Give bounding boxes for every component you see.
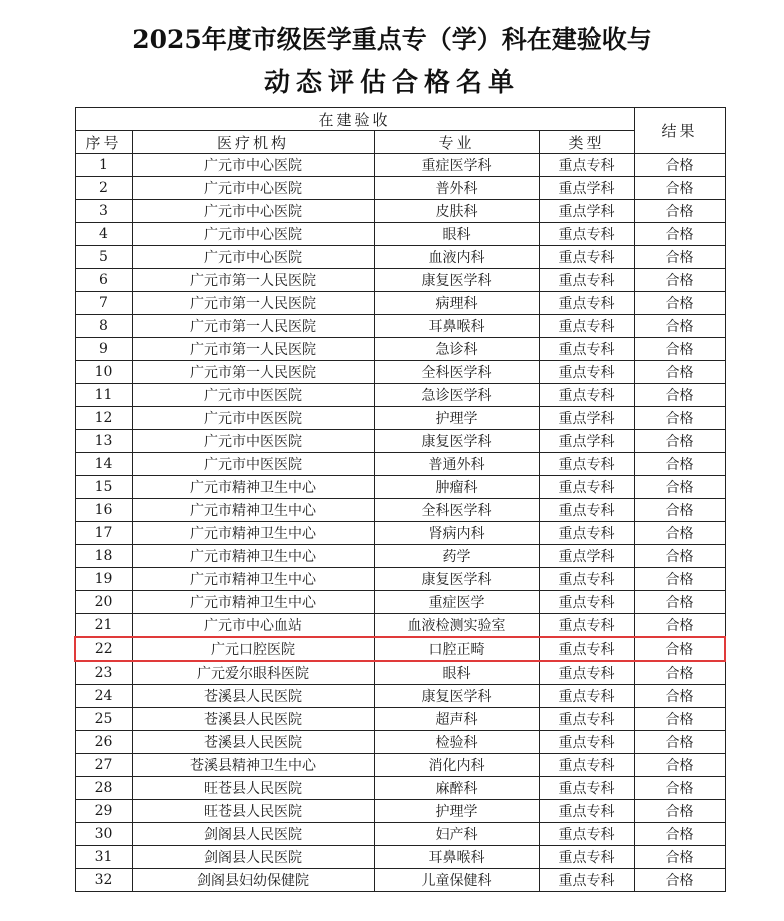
table-row bbox=[75, 731, 725, 754]
cell-institution: 苍溪县人民医院 bbox=[132, 731, 374, 754]
cell-no: 10 bbox=[75, 361, 132, 384]
cell-institution: 广元市第一人民医院 bbox=[132, 338, 374, 361]
cell-specialty: 病理科 bbox=[374, 292, 539, 315]
cell-no: 28 bbox=[75, 777, 132, 800]
table-row bbox=[75, 823, 725, 846]
table-row bbox=[75, 223, 725, 246]
table-row bbox=[75, 614, 725, 638]
cell-institution: 广元市精神卫生中心 bbox=[132, 476, 374, 499]
cell-no: 30 bbox=[75, 823, 132, 846]
table-row bbox=[75, 430, 725, 453]
cell-no: 21 bbox=[75, 614, 132, 638]
column-header-result: 结果 bbox=[634, 108, 725, 154]
cell-specialty: 口腔正畸 bbox=[374, 637, 539, 661]
cell-result: 合格 bbox=[634, 407, 725, 430]
table-row bbox=[75, 453, 725, 476]
table-row bbox=[75, 637, 725, 661]
qualified-list-table bbox=[74, 107, 726, 892]
cell-result: 合格 bbox=[634, 869, 725, 892]
cell-result: 合格 bbox=[634, 154, 725, 177]
column-header-no: 序号 bbox=[75, 131, 132, 154]
cell-specialty: 护理学 bbox=[374, 407, 539, 430]
table-row bbox=[75, 499, 725, 522]
cell-result: 合格 bbox=[634, 292, 725, 315]
cell-institution: 广元市精神卫生中心 bbox=[132, 522, 374, 545]
cell-no: 6 bbox=[75, 269, 132, 292]
cell-institution: 广元市中心医院 bbox=[132, 177, 374, 200]
cell-type: 重点专科 bbox=[539, 499, 634, 522]
cell-specialty: 眼科 bbox=[374, 223, 539, 246]
cell-specialty: 血液内科 bbox=[374, 246, 539, 269]
column-header-specialty: 专业 bbox=[374, 131, 539, 154]
cell-specialty: 全科医学科 bbox=[374, 361, 539, 384]
cell-type: 重点专科 bbox=[539, 637, 634, 661]
cell-no: 22 bbox=[75, 637, 132, 661]
cell-no: 9 bbox=[75, 338, 132, 361]
cell-institution: 广元市中医医院 bbox=[132, 407, 374, 430]
cell-type: 重点专科 bbox=[539, 338, 634, 361]
cell-no: 32 bbox=[75, 869, 132, 892]
cell-institution: 广元市第一人民医院 bbox=[132, 269, 374, 292]
cell-no: 5 bbox=[75, 246, 132, 269]
cell-specialty: 肿瘤科 bbox=[374, 476, 539, 499]
cell-result: 合格 bbox=[634, 731, 725, 754]
cell-institution: 广元市中心医院 bbox=[132, 200, 374, 223]
cell-specialty: 全科医学科 bbox=[374, 499, 539, 522]
cell-institution: 广元市第一人民医院 bbox=[132, 292, 374, 315]
table-row bbox=[75, 568, 725, 591]
table-row bbox=[75, 800, 725, 823]
table-row bbox=[75, 522, 725, 545]
cell-type: 重点专科 bbox=[539, 154, 634, 177]
cell-type: 重点专科 bbox=[539, 661, 634, 685]
cell-specialty: 超声科 bbox=[374, 708, 539, 731]
cell-result: 合格 bbox=[634, 591, 725, 614]
table-row bbox=[75, 407, 725, 430]
cell-no: 13 bbox=[75, 430, 132, 453]
cell-institution: 广元口腔医院 bbox=[132, 637, 374, 661]
cell-type: 重点专科 bbox=[539, 685, 634, 708]
table-row bbox=[75, 361, 725, 384]
group-header-in-construction: 在建验收 bbox=[75, 108, 634, 131]
column-header-type: 类型 bbox=[539, 131, 634, 154]
cell-institution: 广元市中医医院 bbox=[132, 384, 374, 407]
cell-type: 重点专科 bbox=[539, 614, 634, 638]
cell-specialty: 康复医学科 bbox=[374, 685, 539, 708]
table-row bbox=[75, 685, 725, 708]
cell-result: 合格 bbox=[634, 614, 725, 638]
table-row bbox=[75, 338, 725, 361]
cell-type: 重点专科 bbox=[539, 476, 634, 499]
cell-result: 合格 bbox=[634, 361, 725, 384]
cell-type: 重点专科 bbox=[539, 800, 634, 823]
cell-institution: 广元市中心血站 bbox=[132, 614, 374, 638]
cell-institution: 广元市精神卫生中心 bbox=[132, 591, 374, 614]
cell-no: 23 bbox=[75, 661, 132, 685]
cell-type: 重点学科 bbox=[539, 407, 634, 430]
cell-no: 25 bbox=[75, 708, 132, 731]
cell-type: 重点专科 bbox=[539, 453, 634, 476]
cell-institution: 广元市中医医院 bbox=[132, 430, 374, 453]
cell-result: 合格 bbox=[634, 223, 725, 246]
table-row bbox=[75, 384, 725, 407]
cell-institution: 广元市中心医院 bbox=[132, 154, 374, 177]
cell-no: 7 bbox=[75, 292, 132, 315]
cell-no: 16 bbox=[75, 499, 132, 522]
cell-no: 29 bbox=[75, 800, 132, 823]
cell-no: 1 bbox=[75, 154, 132, 177]
cell-no: 31 bbox=[75, 846, 132, 869]
cell-type: 重点专科 bbox=[539, 708, 634, 731]
cell-institution: 广元市中心医院 bbox=[132, 246, 374, 269]
cell-specialty: 康复医学科 bbox=[374, 568, 539, 591]
cell-no: 12 bbox=[75, 407, 132, 430]
cell-result: 合格 bbox=[634, 568, 725, 591]
cell-specialty: 急诊医学科 bbox=[374, 384, 539, 407]
table-row bbox=[75, 545, 725, 568]
cell-type: 重点专科 bbox=[539, 315, 634, 338]
table-row bbox=[75, 661, 725, 685]
cell-type: 重点专科 bbox=[539, 754, 634, 777]
cell-type: 重点学科 bbox=[539, 177, 634, 200]
cell-result: 合格 bbox=[634, 269, 725, 292]
cell-result: 合格 bbox=[634, 545, 725, 568]
cell-specialty: 耳鼻喉科 bbox=[374, 846, 539, 869]
cell-specialty: 重症医学 bbox=[374, 591, 539, 614]
table-body bbox=[75, 154, 725, 892]
table-row bbox=[75, 591, 725, 614]
cell-specialty: 血液检测实验室 bbox=[374, 614, 539, 638]
cell-no: 15 bbox=[75, 476, 132, 499]
cell-result: 合格 bbox=[634, 522, 725, 545]
cell-specialty: 护理学 bbox=[374, 800, 539, 823]
table-row bbox=[75, 154, 725, 177]
table-row bbox=[75, 777, 725, 800]
cell-no: 14 bbox=[75, 453, 132, 476]
cell-specialty: 皮肤科 bbox=[374, 200, 539, 223]
table-row bbox=[75, 177, 725, 200]
cell-no: 24 bbox=[75, 685, 132, 708]
cell-type: 重点学科 bbox=[539, 545, 634, 568]
cell-institution: 旺苍县人民医院 bbox=[132, 800, 374, 823]
cell-result: 合格 bbox=[634, 685, 725, 708]
cell-result: 合格 bbox=[634, 661, 725, 685]
cell-type: 重点专科 bbox=[539, 522, 634, 545]
document-title-line2: 动态评估合格名单 bbox=[263, 68, 520, 98]
cell-result: 合格 bbox=[634, 338, 725, 361]
cell-specialty: 康复医学科 bbox=[374, 269, 539, 292]
cell-result: 合格 bbox=[634, 637, 725, 661]
table-row bbox=[75, 292, 725, 315]
document-title-line1: 2025年度市级医学重点专（学）科在建验收与 bbox=[132, 25, 652, 54]
cell-no: 3 bbox=[75, 200, 132, 223]
cell-institution: 旺苍县人民医院 bbox=[132, 777, 374, 800]
cell-institution: 广元市第一人民医院 bbox=[132, 361, 374, 384]
cell-institution: 广元市精神卫生中心 bbox=[132, 568, 374, 591]
cell-institution: 剑阁县人民医院 bbox=[132, 846, 374, 869]
cell-type: 重点专科 bbox=[539, 384, 634, 407]
cell-result: 合格 bbox=[634, 823, 725, 846]
table-row bbox=[75, 708, 725, 731]
cell-type: 重点专科 bbox=[539, 846, 634, 869]
cell-no: 17 bbox=[75, 522, 132, 545]
table-row bbox=[75, 846, 725, 869]
cell-type: 重点专科 bbox=[539, 269, 634, 292]
cell-specialty: 耳鼻喉科 bbox=[374, 315, 539, 338]
cell-result: 合格 bbox=[634, 200, 725, 223]
cell-type: 重点专科 bbox=[539, 361, 634, 384]
cell-institution: 苍溪县人民医院 bbox=[132, 685, 374, 708]
column-header-institution: 医疗机构 bbox=[132, 131, 374, 154]
cell-specialty: 检验科 bbox=[374, 731, 539, 754]
cell-specialty: 麻醉科 bbox=[374, 777, 539, 800]
cell-no: 4 bbox=[75, 223, 132, 246]
cell-specialty: 急诊科 bbox=[374, 338, 539, 361]
cell-result: 合格 bbox=[634, 800, 725, 823]
table-row bbox=[75, 869, 725, 892]
cell-institution: 苍溪县精神卫生中心 bbox=[132, 754, 374, 777]
cell-type: 重点专科 bbox=[539, 568, 634, 591]
cell-result: 合格 bbox=[634, 430, 725, 453]
table-row bbox=[75, 269, 725, 292]
cell-result: 合格 bbox=[634, 315, 725, 338]
cell-institution: 广元爱尔眼科医院 bbox=[132, 661, 374, 685]
cell-no: 20 bbox=[75, 591, 132, 614]
cell-no: 18 bbox=[75, 545, 132, 568]
cell-type: 重点专科 bbox=[539, 591, 634, 614]
cell-result: 合格 bbox=[634, 708, 725, 731]
cell-institution: 广元市第一人民医院 bbox=[132, 315, 374, 338]
cell-specialty: 普外科 bbox=[374, 177, 539, 200]
cell-type: 重点专科 bbox=[539, 731, 634, 754]
cell-result: 合格 bbox=[634, 846, 725, 869]
cell-specialty: 儿童保健科 bbox=[374, 869, 539, 892]
cell-type: 重点专科 bbox=[539, 292, 634, 315]
cell-result: 合格 bbox=[634, 499, 725, 522]
cell-specialty: 普通外科 bbox=[374, 453, 539, 476]
cell-no: 19 bbox=[75, 568, 132, 591]
cell-type: 重点专科 bbox=[539, 777, 634, 800]
cell-result: 合格 bbox=[634, 453, 725, 476]
cell-result: 合格 bbox=[634, 384, 725, 407]
cell-type: 重点专科 bbox=[539, 869, 634, 892]
cell-result: 合格 bbox=[634, 246, 725, 269]
cell-specialty: 肾病内科 bbox=[374, 522, 539, 545]
cell-no: 26 bbox=[75, 731, 132, 754]
cell-result: 合格 bbox=[634, 177, 725, 200]
cell-type: 重点学科 bbox=[539, 200, 634, 223]
cell-result: 合格 bbox=[634, 476, 725, 499]
cell-no: 27 bbox=[75, 754, 132, 777]
cell-result: 合格 bbox=[634, 777, 725, 800]
table-row bbox=[75, 315, 725, 338]
cell-no: 11 bbox=[75, 384, 132, 407]
cell-type: 重点学科 bbox=[539, 430, 634, 453]
cell-specialty: 康复医学科 bbox=[374, 430, 539, 453]
cell-specialty: 重症医学科 bbox=[374, 154, 539, 177]
cell-institution: 苍溪县人民医院 bbox=[132, 708, 374, 731]
cell-institution: 广元市中心医院 bbox=[132, 223, 374, 246]
cell-type: 重点专科 bbox=[539, 246, 634, 269]
cell-institution: 剑阁县人民医院 bbox=[132, 823, 374, 846]
cell-no: 8 bbox=[75, 315, 132, 338]
cell-institution: 广元市精神卫生中心 bbox=[132, 545, 374, 568]
cell-institution: 剑阁县妇幼保健院 bbox=[132, 869, 374, 892]
cell-specialty: 妇产科 bbox=[374, 823, 539, 846]
cell-institution: 广元市中医医院 bbox=[132, 453, 374, 476]
cell-specialty: 药学 bbox=[374, 545, 539, 568]
cell-specialty: 消化内科 bbox=[374, 754, 539, 777]
cell-specialty: 眼科 bbox=[374, 661, 539, 685]
cell-result: 合格 bbox=[634, 754, 725, 777]
cell-type: 重点专科 bbox=[539, 823, 634, 846]
cell-no: 2 bbox=[75, 177, 132, 200]
cell-type: 重点专科 bbox=[539, 223, 634, 246]
table-row bbox=[75, 476, 725, 499]
cell-institution: 广元市精神卫生中心 bbox=[132, 499, 374, 522]
table-row bbox=[75, 754, 725, 777]
table-row bbox=[75, 246, 725, 269]
table-row bbox=[75, 200, 725, 223]
